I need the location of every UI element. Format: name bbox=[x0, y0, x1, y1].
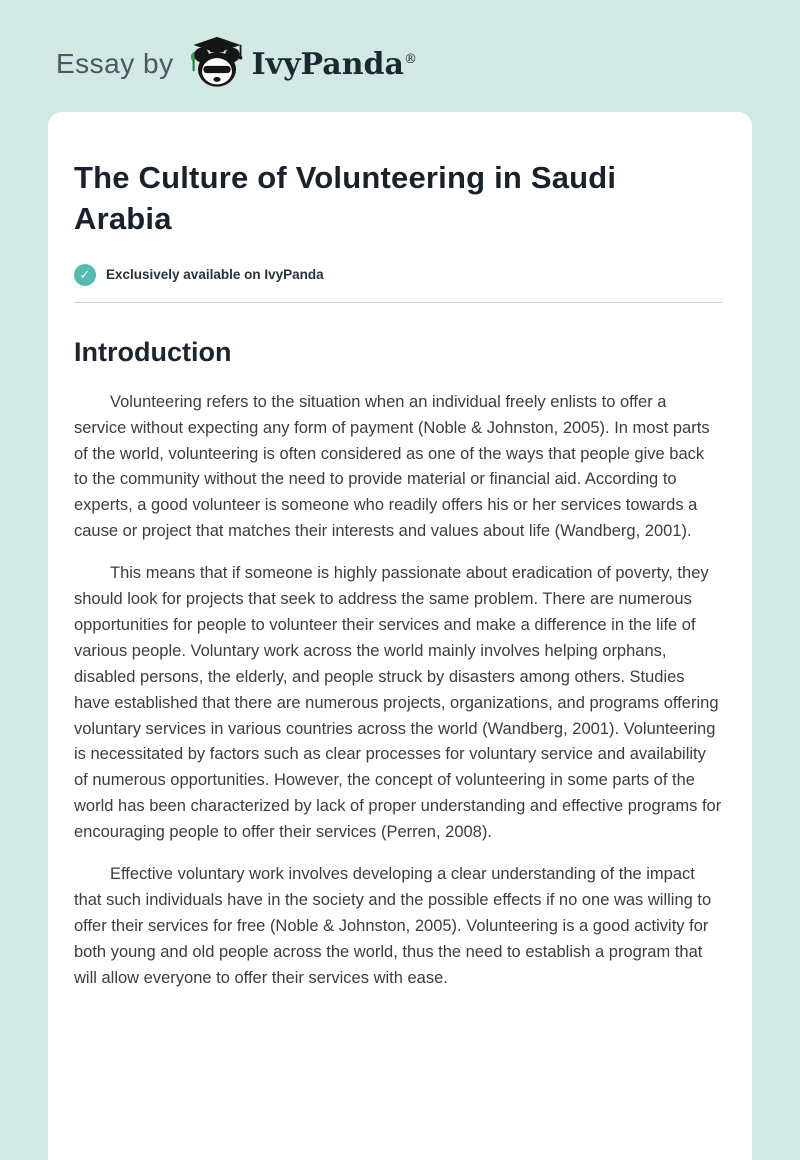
availability-label: Exclusively available on IvyPanda bbox=[106, 267, 324, 283]
brand-lockup bbox=[188, 35, 417, 93]
site-header bbox=[0, 0, 800, 92]
essay-body bbox=[74, 390, 722, 992]
panda-graduate-icon bbox=[188, 35, 246, 93]
brand-text: IvyPanda bbox=[251, 46, 404, 82]
section-heading-introduction: Introduction bbox=[74, 336, 232, 367]
brand-name bbox=[252, 47, 417, 82]
divider bbox=[74, 302, 722, 303]
essay-title: The Culture of Volunteering in Saudi Arabia bbox=[74, 160, 617, 236]
essay-card bbox=[48, 112, 752, 1160]
paragraph: Volunteering refers to the situation when an individual freely enlists to offer a service without expecting any form of payment (Noble & Johnston, 2005). In most parts of the world, volunteering is often considered as one of the ways that people give back to the community without the need to provide material or financial aid. According to experts, a good volunteer is someone who readily offers his or her services towards a cause or project that matches their interests and values about life (Wandberg, 2001). bbox=[74, 392, 710, 541]
availability-row bbox=[74, 264, 722, 286]
paragraph: Effective voluntary work involves developing a clear understanding of the impact that such individuals have in the society and the possible effects if no one was willing to offer their services for free (Noble & Johnston, 2005). Volunteering is a good activity for both young and old people across the world, thus the need to establish a program that will allow everyone to offer their services with ease. bbox=[74, 864, 712, 987]
registered-trademark: ® bbox=[403, 51, 417, 67]
paragraph: This means that if someone is highly passionate about eradication of poverty, they should look for projects that seek to address the same problem. There are numerous opportunities for people to volunteer their services and make a difference in the life of various people. Voluntary work across the world mainly involves helping orphans, disabled persons, the elderly, and people struck by disasters among others. Studies have established that there are numerous projects, organizations, and programs offering voluntary services in various countries across the world (Wandberg, 2001). Volunteering is necessitated by factors such as clear processes for voluntary service and availability of numerous opportunities. However, the concept of volunteering in some parts of the world has been characterized by lack of proper understanding and effective programs for encouraging people to offer their services (Perren, 2008). bbox=[74, 564, 722, 842]
check-icon: ✓ bbox=[74, 264, 96, 286]
essay-by-label: Essay by bbox=[56, 48, 174, 79]
